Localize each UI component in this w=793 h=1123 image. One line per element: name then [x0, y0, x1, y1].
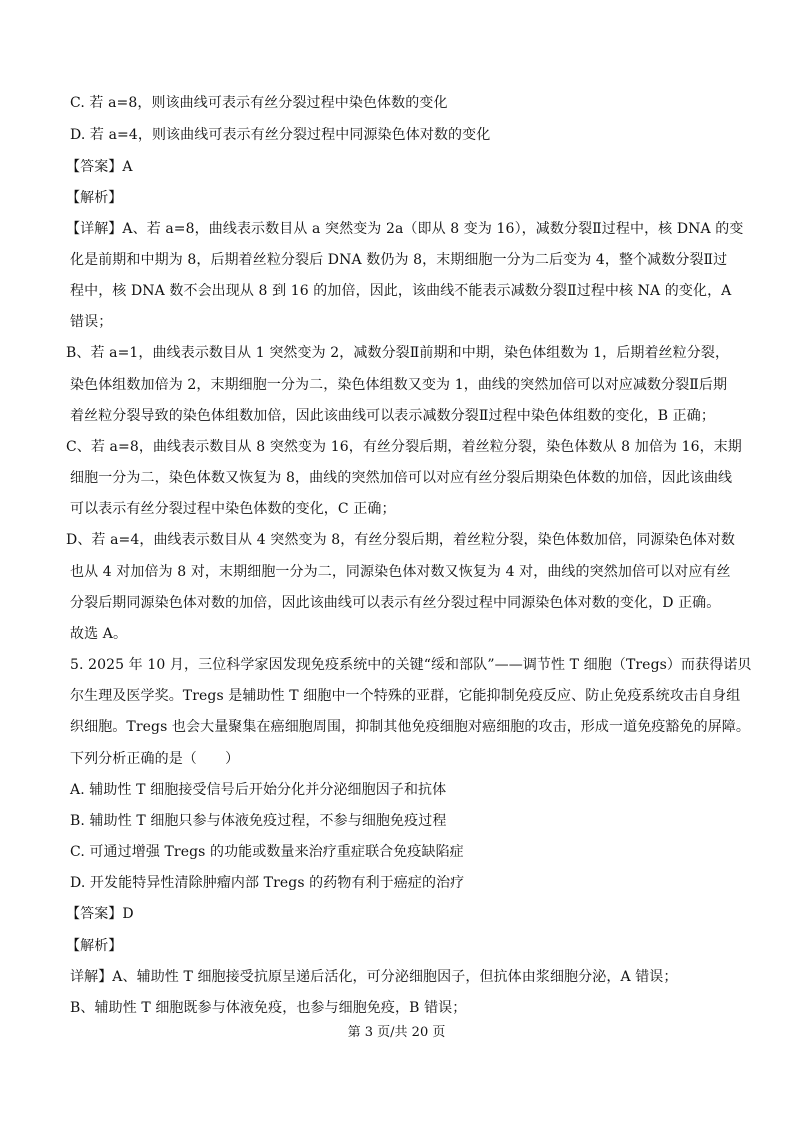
- explanation-line: B、辅助性 T 细胞既参与体液免疫，也参与细胞免疫，B 错误；: [70, 1000, 467, 1016]
- conclusion-line: 故选 A。: [70, 626, 128, 642]
- explanation-line: B、若 a=1，曲线表示数目从 1 突然变为 2，减数分裂Ⅱ前期和中期，染色体组数为 1，后期着丝粒分裂，: [66, 345, 730, 361]
- question-5-stem: 织细胞。Tregs 也会大量聚集在癌细胞周围，抑制其他免疫细胞对癌细胞的攻击，形成一道免疫豁免的屏障。: [70, 719, 751, 735]
- explanation-line: D、若 a=4，曲线表示数目从 4 突然变为 8，有丝分裂后期，着丝粒分裂，染色体数加倍，同源染色体对数: [66, 532, 736, 548]
- option-c-line: C. 可通过增强 Tregs 的功能或数量来治疗重症联合免疫缺陷症: [70, 844, 464, 860]
- question-5-stem: 5. 2025 年 10 月，三位科学家因发现免疫系统中的关键“绥和部队”——调节性 T 细胞（Tregs）而获得诺贝: [70, 657, 752, 673]
- answer-label: 【答案】A: [66, 159, 133, 175]
- explanation-line: 化是前期和中期为 8，后期着丝粒分裂后 DNA 数仍为 8，末期细胞一分为二后变为 4，整个减数分裂Ⅱ过: [70, 252, 728, 268]
- option-a-line: A. 辅助性 T 细胞接受信号后开始分化并分泌细胞因子和抗体: [70, 782, 447, 798]
- explanation-line: 程中，核 DNA 数不会出现从 8 到 16 的加倍，因此，该曲线不能表示减数分裂Ⅱ过程中核 NA 的变化，A: [70, 283, 732, 299]
- explanation-line: 分裂后期同源染色体对数的加倍，因此该曲线可以表示有丝分裂过程中同源染色体对数的变化，D 正确。: [70, 595, 721, 611]
- option-d-line: D. 若 a=4，则该曲线可表示有丝分裂过程中同源染色体对数的变化: [70, 127, 491, 143]
- explanation-line: 错误；: [70, 314, 113, 330]
- explanation-line: 着丝粒分裂导致的染色体组数加倍，因此该曲线可以表示减数分裂Ⅱ过程中染色体组数的变化，B 正确；: [70, 408, 715, 424]
- option-d-line: D. 开发能特异性清除肿瘤内部 Tregs 的药物有利于癌症的治疗: [70, 875, 465, 891]
- question-5-stem: 尔生理及医学奖。Tregs 是辅助性 T 细胞中一个特殊的亚群，它能抑制免疫反应、防止免疫系统攻击自身组: [70, 688, 741, 704]
- explanation-line: 也从 4 对加倍为 8 对，末期细胞一分为二，同源染色体对数又恢复为 4 对，曲线的突然加倍可以对应有丝: [70, 564, 731, 580]
- explanation-line: C、若 a=8，曲线表示数目从 8 突然变为 16，有丝分裂后期，着丝粒分裂，染色体数从 8 加倍为 16，末期: [66, 439, 742, 455]
- explanation-line: 细胞一分为二，染色体数又恢复为 8，曲线的突然加倍可以对应有丝分裂后期染色体数的加倍，因此该曲线: [70, 470, 733, 486]
- explanation-line: 【详解】A、若 a=8，曲线表示数目从 a 突然变为 2a（即从 8 变为 16），减数分裂Ⅱ过程中，核 DNA 的变: [66, 221, 744, 237]
- analysis-label: 【解析】: [66, 190, 123, 206]
- explanation-line: 染色体组数加倍为 2，末期细胞一分为二，染色体组数又变为 1，曲线的突然加倍可以对应减数分裂Ⅱ后期: [70, 377, 728, 393]
- explanation-line: 可以表示有丝分裂过程中染色体数的变化，C 正确；: [70, 501, 396, 517]
- analysis-label: 【解析】: [66, 938, 123, 954]
- answer-label: 【答案】D: [66, 906, 134, 922]
- page-number-footer: 第 3 页/共 20 页: [347, 1025, 446, 1040]
- option-c-line: C. 若 a=8，则该曲线可表示有丝分裂过程中染色体数的变化: [70, 95, 448, 111]
- explanation-line: 详解】A、辅助性 T 细胞接受抗原呈递后活化，可分泌细胞因子，但抗体由浆细胞分泌，A 错误；: [70, 969, 678, 985]
- option-b-line: B. 辅助性 T 细胞只参与体液免疫过程，不参与细胞免疫过程: [70, 813, 447, 829]
- question-5-prompt: 下列分析正确的是（ ）: [70, 751, 240, 767]
